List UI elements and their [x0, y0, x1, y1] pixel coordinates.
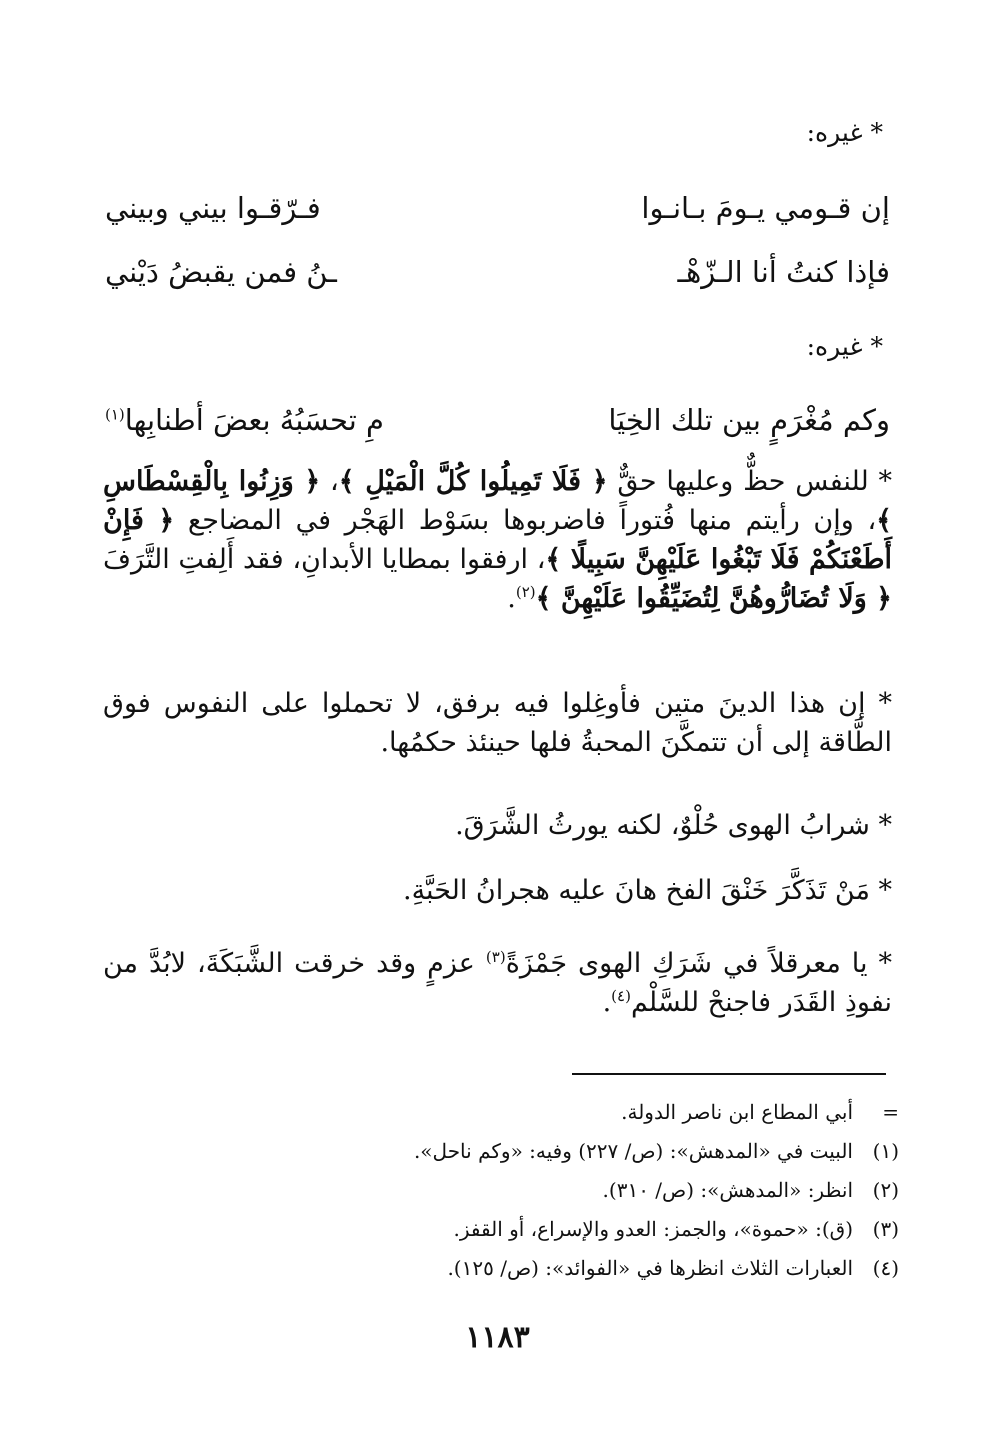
verse-second-hemistich: [105, 398, 384, 442]
paragraph-end: .: [507, 583, 516, 614]
footnote-divider: [572, 1073, 886, 1075]
poetry-verse: [105, 186, 890, 230]
quran-quote: ﴿ فَإِنْ أَطَعْنَكُمْ فَلَا تَبْغُوا عَلَيْهِنَّ سَبِيلًا ﴾: [103, 505, 892, 575]
paragraph-text: عزمٍ وقد خرقت الشَّبَكَةَ، لابُدَّ من نفوذِ القَدَر فاجنحْ للسَّلْم: [103, 948, 892, 1018]
quran-quote: ﴿ فَلَا تَمِيلُوا كُلَّ الْمَيْلِ ﴾: [338, 466, 608, 497]
footnotes: [99, 1093, 899, 1288]
paragraph: * مَنْ تَذَكَّرَ خَنْقَ الفخ هانَ عليه هجرانُ الحَبَّةِ.: [402, 875, 892, 906]
footnote: [99, 1093, 899, 1132]
footnote: [99, 1249, 899, 1288]
footnote-number: =: [882, 1100, 899, 1124]
verse-first-hemistich: وكم مُغْرَمٍ بين تلك الخِيَا: [608, 403, 890, 437]
footnote-ref: (٣): [485, 948, 506, 966]
footnote: [99, 1210, 899, 1249]
footnote-number: (١): [872, 1139, 899, 1163]
footnote-text: العبارات الثلاث انظرها في «الفوائد»: (ص/ ١٢٥).: [447, 1256, 853, 1280]
footnote-text: أبي المطاع ابن ناصر الدولة.: [621, 1100, 853, 1124]
verse-second-hemistich: فـرّقـوا بيني وبيني: [105, 191, 321, 225]
hemistich-text: مِ تحسَبُهُ بعضَ أطنابِها: [124, 403, 384, 437]
footnote-number: (٢): [872, 1178, 899, 1202]
footnote-text: البيت في «المدهش»: (ص/ ٢٢٧) وفيه: «وكم ناحل».: [413, 1139, 853, 1163]
poetry-verse: [105, 250, 890, 294]
verse-second-hemistich: ـنُ فمن يقبضُ دَيْني: [105, 255, 337, 289]
section-heading: * غيره:: [806, 118, 883, 147]
quran-quote: ﴿ وَزِنُوا بِالْقِسْطَاسِ ﴾: [103, 466, 892, 536]
paragraph-text: * للنفس حظٌّ وعليها حقٌّ: [607, 466, 892, 497]
paragraph: * إن هذا الدينَ متين فأوغِلوا فيه برفق، لا تحملوا على النفوس فوق الطَّاقة إلى أن تتمكَّنَ المحبةُ فلها حينئذ حكمُها.: [103, 688, 892, 758]
verse-first-hemistich: إن قـومي يـومَ بـانـوا: [641, 191, 890, 225]
paragraph-text: ، ارفقوا بمطايا الأبدانِ، فقد أَلِفتِ التَّرَفَ: [103, 544, 546, 575]
paragraph-text: ،: [320, 466, 339, 497]
footnote-text: (ق): «حموة»، والجمز: العدو والإسراع، أو القفز.: [453, 1217, 853, 1241]
paragraph: [103, 944, 892, 1022]
footnote-ref: (٢): [515, 583, 536, 601]
section-heading: * غيره:: [806, 332, 883, 361]
paragraph-text: * يا معرقلاً في شَرَكِ الهوى جَمْزَةً: [505, 948, 892, 979]
poetry-verse: [105, 398, 890, 442]
page-number: ١١٨٣: [465, 1320, 530, 1355]
footnote-number: (٤): [872, 1256, 899, 1280]
footnote-text: انظر: «المدهش»: (ص/ ٣١٠).: [602, 1178, 853, 1202]
footnote: [99, 1132, 899, 1171]
paragraph-end: .: [602, 987, 612, 1018]
paragraph: [103, 462, 892, 618]
footnote-ref: (٤): [611, 987, 631, 1005]
quran-quote: ﴿ وَلَا تُضَارُّوهُنَّ لِتُضَيِّقُوا عَلَيْهِنَّ ﴾: [535, 583, 892, 614]
paragraph: * شرابُ الهوى حُلْوٌ، لكنه يورثُ الشَّرَقَ.: [455, 810, 892, 841]
verse-first-hemistich: فإذا كنتُ أنا الـزّهْـ: [677, 255, 890, 289]
footnote-number: (٣): [872, 1217, 899, 1241]
paragraph-text: ، وإن رأيتم منها فُتوراً فاضربوها بسَوْط الهَجْر في المضاجع: [174, 505, 877, 536]
footnote: [99, 1171, 899, 1210]
footnote-ref: (١): [105, 405, 125, 424]
